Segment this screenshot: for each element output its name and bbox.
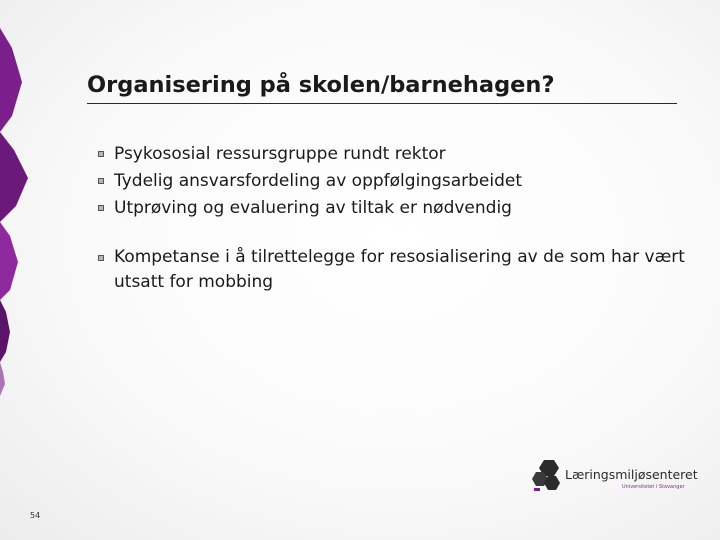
bullet-text: Tydelig ansvarsfordeling av oppfølgingsarbeidet xyxy=(114,171,523,191)
logo-figures-icon xyxy=(532,458,564,492)
title-underline xyxy=(87,103,677,104)
bullet-item xyxy=(98,141,698,168)
bullet-text: Psykososial ressursgruppe rundt rektor xyxy=(114,144,446,164)
hexagon-edge-decoration xyxy=(0,0,30,540)
bullet-item xyxy=(98,168,698,195)
bullet-item xyxy=(98,245,698,295)
slide-title: Organisering på skolen/barnehagen? xyxy=(87,72,555,98)
square-bullet-icon xyxy=(98,178,104,184)
bullet-text: Kompetanse i å tilrettelegge for resosialisering av de som har vært utsatt for mobbing xyxy=(114,247,685,292)
square-bullet-icon xyxy=(98,255,104,261)
square-bullet-icon xyxy=(98,205,104,211)
square-bullet-icon xyxy=(98,151,104,157)
page-number: 54 xyxy=(30,511,41,520)
bullet-list xyxy=(98,141,698,295)
logo-tagline: Universitetet i Stavanger xyxy=(622,484,685,490)
laeringsmiljosenteret-logo xyxy=(532,458,698,494)
bullet-item xyxy=(98,195,698,222)
logo-name: Læringsmiljøsenteret xyxy=(565,467,698,482)
bullet-text: Utprøving og evaluering av tiltak er nødvendig xyxy=(114,198,512,218)
